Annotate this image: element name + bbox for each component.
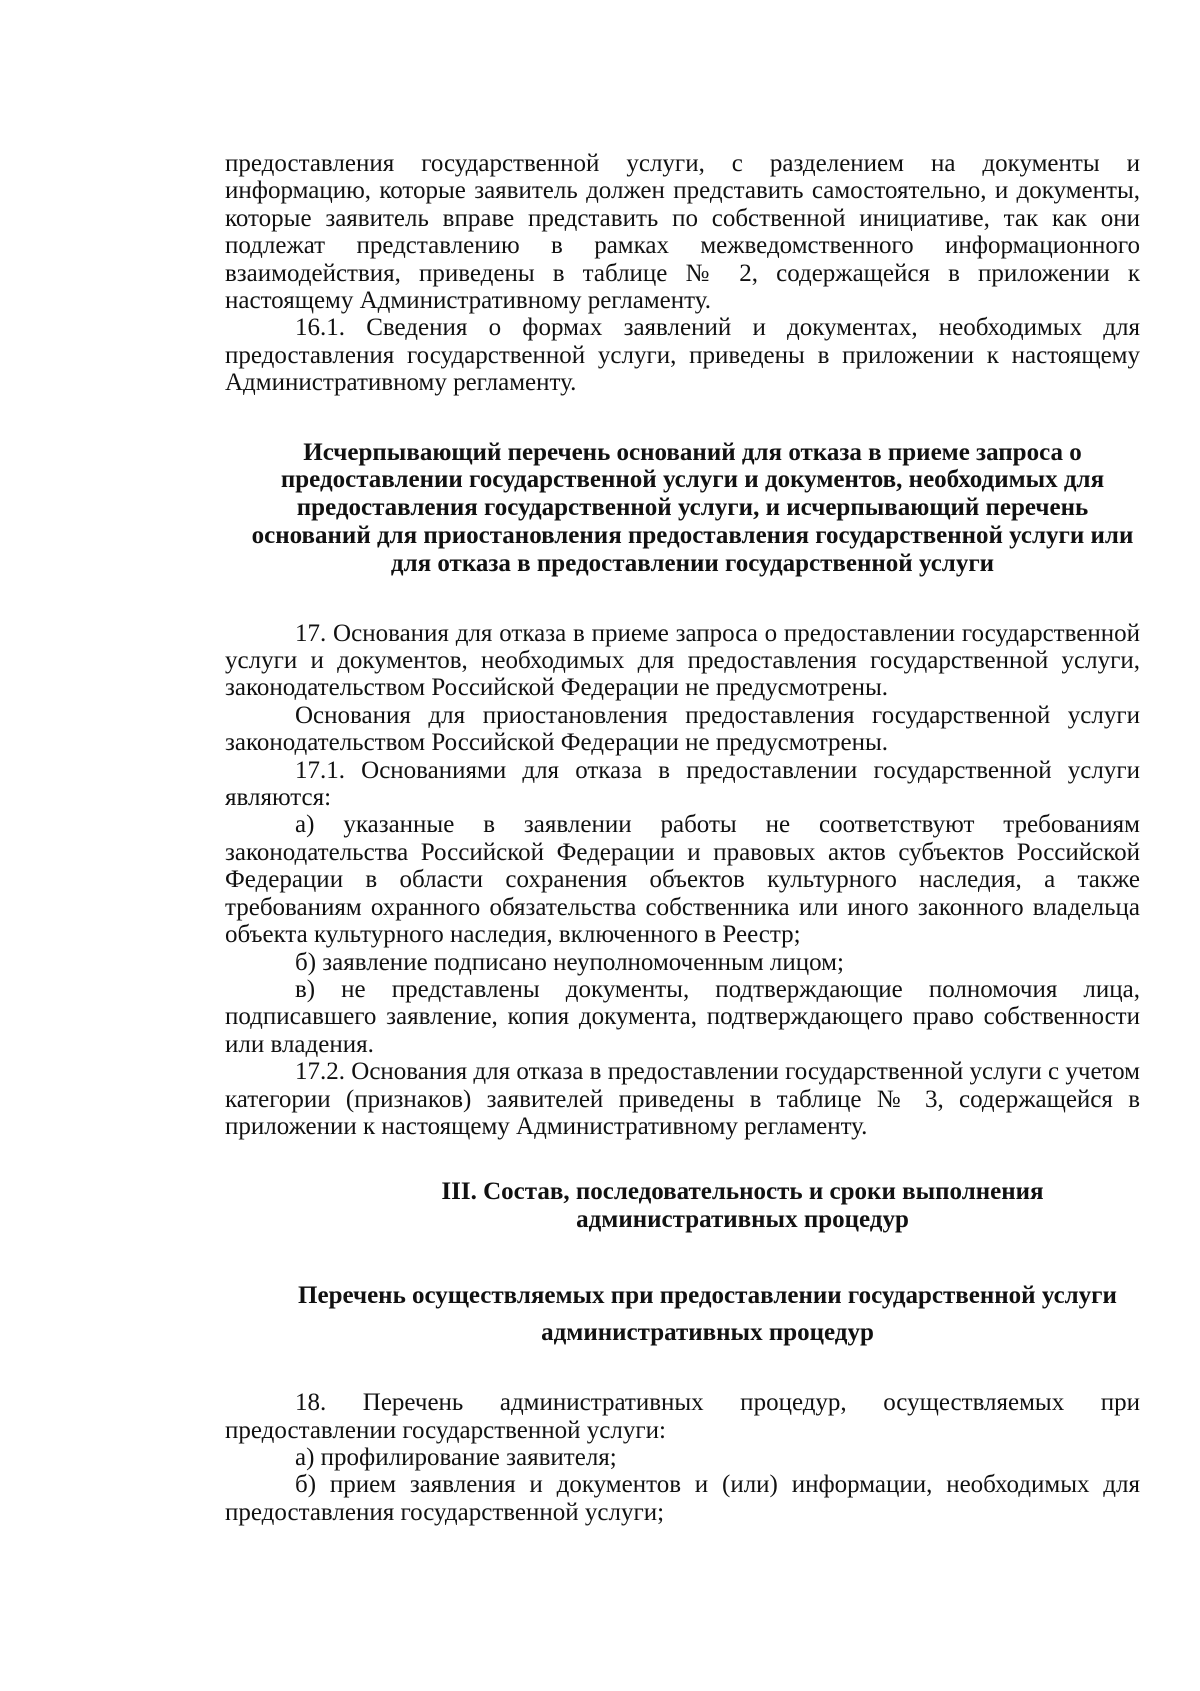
paragraph-17: 17. Основания для отказа в приеме запроса о предоставлении государственной услуги и документов, необходимых для предоставления государственной услуги, законодательством Российской Федерации не предусмотрены.	[225, 619, 1140, 702]
list-item-v: в) не представлены документы, подтверждающие полномочия лица, подписавшего заявление, копия документа, подтверждающего право собственности или владения.	[225, 975, 1140, 1058]
list-item-a: а) указанные в заявлении работы не соответствуют требованиям законодательства Российской Федерации и правовых актов субъектов Российской Федерации в области сохранения объектов культурного наследия, а также требованиям охранного обязательства собственника или иного законного владельца объекта культурного наследия, включенного в Реестр;	[225, 811, 1140, 949]
document-page	[225, 150, 1140, 1526]
paragraph-18: 18. Перечень административных процедур, осуществляемых при предоставлении государственной услуги:	[225, 1389, 1140, 1444]
paragraph-continuation: предоставления государственной услуги, с разделением на документы и информацию, которые заявитель должен представить самостоятельно, и документы, которые заявитель вправе представить по собственной инициативе, так как они подлежат представлению в рамках межведомственного информационного взаимодействия, приведены в таблице № 2, содержащейся в приложении к настоящему Административному регламенту.	[225, 150, 1140, 315]
paragraph-suspension-grounds: Основания для приостановления предоставления государственной услуги законодательством Российской Федерации не предусмотрены.	[225, 701, 1140, 757]
paragraph-17-2: 17.2. Основания для отказа в предоставлении государственной услуги с учетом категории (признаков) заявителей приведены в таблице № 3, содержащейся в приложении к настоящему Административному регламенту.	[225, 1058, 1140, 1140]
procedure-item-b: б) прием заявления и документов и (или) информации, необходимых для предоставления государственной услуги;	[225, 1471, 1140, 1526]
list-item-b: б) заявление подписано неуполномоченным лицом;	[295, 948, 844, 976]
paragraph-17-1: 17.1. Основаниями для отказа в предоставлении государственной услуги являются:	[225, 756, 1140, 812]
paragraph-16-1: 16.1. Сведения о формах заявлений и документах, необходимых для предоставления государственной услуги, приведены в приложении к настоящему Административному регламенту.	[225, 314, 1140, 397]
heading-section-3: III. Состав, последовательность и сроки выполнения административных процедур	[441, 1178, 1044, 1233]
heading-procedures-list: Перечень осуществляемых при предоставлении государственной услуги административных процедур	[298, 1282, 1117, 1347]
heading-refusal-grounds: Исчерпывающий перечень оснований для отказа в приеме запроса о предоставлении государственной услуги и документов, необходимых для предоставления государственной услуги, и исчерпывающий перечень оснований для приостановления предоставления государственной услуги или для отказа в предоставлении государственной услуги	[251, 438, 1134, 577]
procedure-item-a: а) профилирование заявителя;	[295, 1443, 617, 1471]
